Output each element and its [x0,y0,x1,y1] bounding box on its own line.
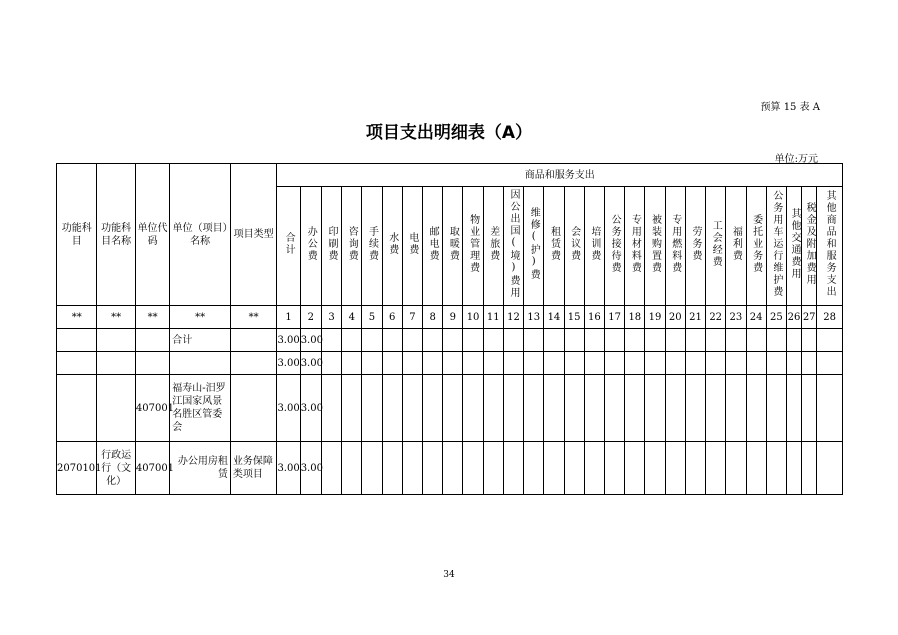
header-unit-name: 单位（项目）名称 [170,164,231,306]
cell-unit-code [135,352,169,375]
cell-empty [802,375,817,442]
cell-empty [564,375,584,442]
column-header [584,187,604,306]
cell-empty [463,329,483,352]
cell-empty [625,375,645,442]
column-number: 15 [564,306,584,329]
column-number: 8 [423,306,443,329]
cell-empty [342,329,362,352]
cell-office-fee: 3.00 [300,352,321,375]
cell-empty [382,352,402,375]
column-number: 4 [342,306,362,329]
column-number: 16 [584,306,604,329]
column-header [342,187,362,306]
cell-total: 3.00 [277,375,300,442]
cell-empty [817,442,843,495]
cell-empty [786,352,801,375]
cell-empty [604,375,624,442]
column-number: 2 [300,306,321,329]
cell-empty [604,352,624,375]
cell-empty [802,442,817,495]
cell-empty [423,329,443,352]
table-row [57,329,843,352]
cell-empty [402,352,422,375]
column-header-label: 专用燃料费 [669,214,681,274]
cell-empty [564,352,584,375]
column-number: 10 [463,306,483,329]
column-header-label: 税金及附加费用 [804,202,816,286]
cell-empty [544,375,564,442]
cell-project-type [230,352,277,375]
table-row [57,352,843,375]
cell-empty [503,375,523,442]
column-header [423,187,443,306]
cell-empty [382,375,402,442]
column-number: 17 [604,306,624,329]
cell-empty [321,375,341,442]
column-header [463,187,483,306]
cell-empty [564,329,584,352]
cell-empty [665,352,685,375]
column-header-label: 委托业务费 [750,214,762,274]
cell-empty [706,352,726,375]
column-header-label: 电费 [406,232,418,256]
column-number: 26 [786,306,801,329]
cell-empty [584,329,604,352]
column-header-label: 因公出国(境)费用 [508,189,519,299]
column-number: 12 [503,306,523,329]
column-number: 14 [544,306,564,329]
cell-empty [362,329,382,352]
cell-empty [483,442,503,495]
cell-func-code [57,375,97,442]
column-number: 25 [766,306,786,329]
cell-empty [544,352,564,375]
cell-empty [726,352,746,375]
column-header [321,187,341,306]
column-header [766,187,786,306]
column-header [503,187,523,306]
cell-empty [321,329,341,352]
cell-empty [463,352,483,375]
column-header-label: 差旅费 [487,226,499,262]
column-header [300,187,321,306]
column-number: 21 [685,306,705,329]
column-number: 5 [362,306,382,329]
cell-empty [402,329,422,352]
cell-empty [524,375,544,442]
cell-func-code [57,352,97,375]
cell-empty [766,442,786,495]
cell-empty [362,352,382,375]
cell-empty [645,375,665,442]
cell-total: 3.00 [277,329,300,352]
cell-empty [402,375,422,442]
cell-empty [786,329,801,352]
page-title: 项目支出明细表（A） [365,123,533,143]
column-number: 28 [817,306,843,329]
cell-empty [503,329,523,352]
column-header [382,187,402,306]
cell-empty [685,329,705,352]
column-header [645,187,665,306]
column-header-label: 咨询费 [346,226,358,262]
column-header [362,187,382,306]
table-row [57,442,843,495]
column-header-label: 物业管理费 [467,214,479,274]
cell-total: 3.00 [277,442,300,495]
cell-empty [766,375,786,442]
cell-unit-name: 办公用房租赁 [170,442,231,495]
cell-empty [342,375,362,442]
cell-empty [584,442,604,495]
cell-empty [544,442,564,495]
cell-empty [625,352,645,375]
cell-empty [685,442,705,495]
column-header [817,187,843,306]
cell-empty [817,352,843,375]
cell-total: 3.00 [277,352,300,375]
column-header-label: 工会经费 [710,220,722,268]
cell-project-type: 业务保障类项目 [230,442,277,495]
header-unit-code: 单位代码 [135,164,169,306]
cell-empty [726,442,746,495]
cell-empty [503,442,523,495]
column-header-label: 专用材料费 [629,214,641,274]
cell-func-name: 行政运行（文化） [97,442,135,495]
column-number: 7 [402,306,422,329]
cell-empty [685,352,705,375]
cell-empty [746,352,766,375]
column-header [746,187,766,306]
cell-unit-name: 合计 [170,329,231,352]
cell-empty [382,329,402,352]
cell-empty [817,375,843,442]
column-header-label: 其他交通费用 [788,208,800,280]
cell-empty [443,329,463,352]
column-header-label: 被装购置费 [649,214,661,274]
cell-empty [342,352,362,375]
cell-empty [524,329,544,352]
column-number: 3 [321,306,341,329]
column-header-label: 合计 [283,232,295,256]
cell-empty [625,329,645,352]
column-header-label: 取暖费 [447,226,459,262]
cell-func-code: 2070101 [57,442,97,495]
star-mark: ** [135,306,169,329]
cell-empty [604,442,624,495]
column-number: 11 [483,306,503,329]
cell-empty [766,352,786,375]
table-row [57,375,843,442]
column-header [564,187,584,306]
star-mark: ** [97,306,135,329]
column-header [443,187,463,306]
column-header [402,187,422,306]
cell-empty [362,375,382,442]
cell-empty [726,329,746,352]
cell-empty [362,442,382,495]
cell-empty [786,375,801,442]
cell-office-fee: 3.00 [300,375,321,442]
cell-unit-name [170,352,231,375]
cell-empty [503,352,523,375]
header-func-name: 功能科目名称 [97,164,135,306]
column-header [786,187,801,306]
column-header [604,187,624,306]
cell-empty [726,375,746,442]
column-header-label: 水费 [386,232,398,256]
cell-empty [645,329,665,352]
cell-empty [483,329,503,352]
cell-empty [625,442,645,495]
cell-empty [443,352,463,375]
cell-empty [321,352,341,375]
column-number: 24 [746,306,766,329]
column-header [665,187,685,306]
column-header [685,187,705,306]
column-number: 6 [382,306,402,329]
cell-unit-code: 407001 [135,375,169,442]
cell-empty [402,442,422,495]
page-number: 34 [443,570,455,580]
column-number: 22 [706,306,726,329]
column-number: 27 [802,306,817,329]
cell-empty [423,375,443,442]
cell-empty [802,352,817,375]
cell-empty [463,442,483,495]
cell-empty [746,442,766,495]
cell-empty [665,329,685,352]
cell-empty [685,375,705,442]
cell-empty [746,375,766,442]
star-mark: ** [230,306,277,329]
cell-empty [524,442,544,495]
cell-empty [665,442,685,495]
cell-empty [786,442,801,495]
cell-empty [584,352,604,375]
cell-empty [342,442,362,495]
cell-unit-name: 福寿山-汨罗江国家风景名胜区管委会 [170,375,231,442]
column-header [483,187,503,306]
column-header [277,187,300,306]
cell-empty [766,329,786,352]
cell-empty [443,442,463,495]
column-header-label: 手续费 [366,226,378,262]
cell-empty [423,442,443,495]
cell-empty [706,442,726,495]
column-header-label: 维修(护)费 [528,207,540,281]
column-number: 9 [443,306,463,329]
form-number: 预算 15 表 A [760,102,820,113]
column-number: 1 [277,306,300,329]
cell-empty [706,375,726,442]
column-number: 18 [625,306,645,329]
cell-empty [544,329,564,352]
expenditure-table [56,163,843,495]
column-header-label: 培训费 [588,226,600,262]
column-header [802,187,817,306]
cell-empty [443,375,463,442]
cell-unit-code: 407001 [135,442,169,495]
cell-empty [483,375,503,442]
header-func-code: 功能科目 [57,164,97,306]
cell-empty [584,375,604,442]
cell-office-fee: 3.00 [300,442,321,495]
column-header-label: 公务用车运行维护费 [770,190,782,298]
column-header-label: 劳务费 [689,226,701,262]
cell-empty [645,352,665,375]
column-header-label: 租赁费 [548,226,560,262]
cell-empty [483,352,503,375]
cell-func-name [97,329,135,352]
cell-empty [746,329,766,352]
cell-project-type [230,375,277,442]
cell-func-name [97,375,135,442]
column-number: 19 [645,306,665,329]
cell-unit-code [135,329,169,352]
cell-empty [321,442,341,495]
cell-func-name [97,352,135,375]
column-header-label: 印刷费 [326,226,338,262]
cell-empty [564,442,584,495]
column-header-label: 邮电费 [427,226,439,262]
cell-empty [423,352,443,375]
unit-label: 单位:万元 [774,154,818,165]
cell-empty [463,375,483,442]
cell-empty [604,329,624,352]
cell-empty [817,329,843,352]
cell-empty [802,329,817,352]
cell-empty [382,442,402,495]
column-header-label: 其他商品和服务支出 [824,190,836,298]
cell-office-fee: 3.00 [300,329,321,352]
star-mark: ** [170,306,231,329]
column-header-label: 福利费 [730,226,742,262]
column-header [706,187,726,306]
column-header-label: 会议费 [568,226,580,262]
column-header [524,187,544,306]
cell-empty [645,442,665,495]
column-number: 23 [726,306,746,329]
column-number: 13 [524,306,544,329]
star-mark: ** [57,306,97,329]
header-project-type: 项目类型 [230,164,277,306]
column-header [726,187,746,306]
header-goods-services: 商品和服务支出 [277,164,843,187]
cell-empty [524,352,544,375]
cell-empty [706,329,726,352]
column-header-label: 公务接待费 [609,214,621,274]
column-header [625,187,645,306]
cell-project-type [230,329,277,352]
column-header-label: 办公费 [305,226,317,262]
column-number: 20 [665,306,685,329]
cell-empty [665,375,685,442]
cell-func-code [57,329,97,352]
column-header [544,187,564,306]
